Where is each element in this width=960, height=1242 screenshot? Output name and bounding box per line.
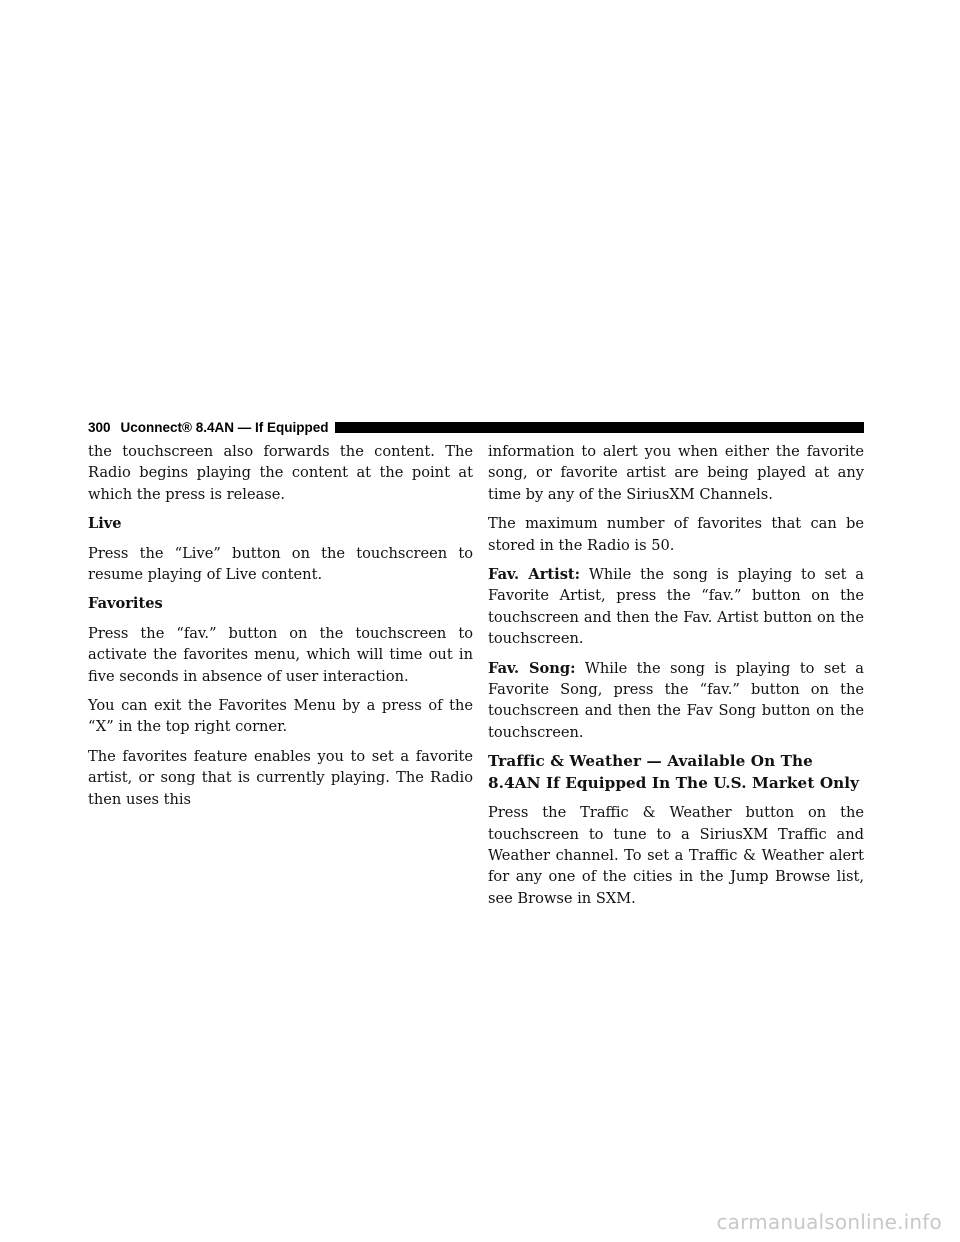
live-heading: Live — [88, 515, 122, 533]
header-rule — [335, 422, 865, 433]
fav-artist-text: While the song is playing to set a Favorite Artist, press the “fav.” button on the touchscreen and then the Fav. Artist button on the touchscreen. — [488, 566, 864, 648]
fav-song-term: Fav. Song: — [488, 659, 576, 677]
favorites-heading: Favorites — [88, 595, 163, 613]
fav-artist-paragraph — [488, 564, 864, 650]
favorites-paragraph-3: The favorites feature enables you to set a favorite artist, or song that is currently playing. The Radio then uses this — [88, 747, 473, 808]
favorites-paragraph-2: You can exit the Favorites Menu by a press of the “X” in the top right corner. — [88, 697, 473, 736]
traffic-weather-paragraph: Press the Traffic & Weather button on the touchscreen to tune to a SiriusXM Traffic and Weather channel. To set a Traffic & Weather alert for any one of the cities in the Jump Browse list, see Browse in SXM. — [488, 804, 864, 907]
page-header — [88, 419, 864, 435]
watermark: carmanualsonline.info — [716, 1210, 942, 1234]
continuation-paragraph: the touchscreen also forwards the content. The Radio begins playing the content at the point at which the press is release. — [88, 443, 473, 503]
fav-artist-term: Fav. Artist: — [488, 566, 581, 584]
continuation-paragraph: information to alert you when either the favorite song, or favorite artist are being played at any time by any of the SiriusXM Channels. — [488, 443, 864, 503]
favorites-paragraph-1: Press the “fav.” button on the touchscreen to activate the favorites menu, which will time out in five seconds in absence of user interaction. — [88, 624, 473, 685]
page-number: 300 — [88, 419, 111, 435]
traffic-weather-heading: Traffic & Weather — Available On The 8.4AN If Equipped In The U.S. Market Only — [488, 752, 860, 792]
live-paragraph: Press the “Live” button on the touchscreen to resume playing of Live content. — [88, 544, 473, 584]
right-column — [488, 441, 864, 917]
fav-song-paragraph — [488, 658, 864, 744]
max-favorites-paragraph: The maximum number of favorites that can be stored in the Radio is 50. — [488, 515, 864, 554]
left-column — [88, 441, 473, 818]
section-title: Uconnect® 8.4AN — If Equipped — [120, 419, 329, 435]
fav-song-text: While the song is playing to set a Favorite Song, press the “fav.” button on the touchscreen and then the Fav Song button on the touchscreen. — [488, 659, 865, 741]
